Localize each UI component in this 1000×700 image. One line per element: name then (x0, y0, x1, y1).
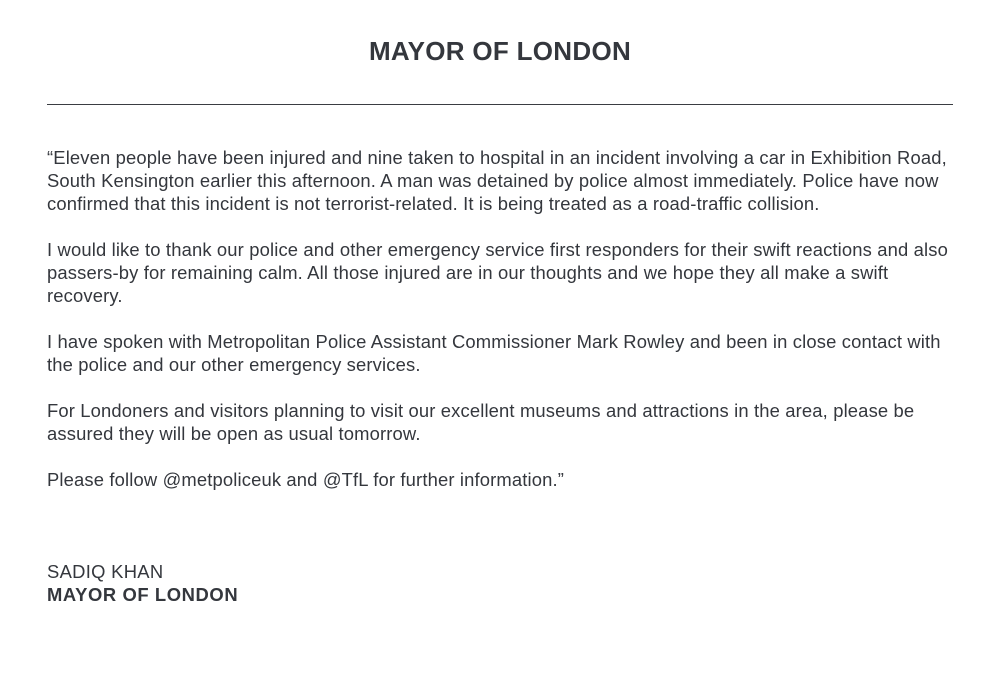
statement-paragraph: Please follow @metpoliceuk and @TfL for further information.” (47, 469, 565, 490)
signature-name: SADIQ KHAN (47, 561, 164, 582)
signature-role: MAYOR OF LONDON (47, 584, 239, 605)
statement-paragraph: I would like to thank our police and other emergency service first responders for their swift reactions and also passers-by for remaining calm. All those injured are in our thoughts and we hope they all make a swift recovery. (47, 239, 949, 306)
statement-paragraph: “Eleven people have been injured and nine taken to hospital in an incident involving a car in Exhibition Road, South Kensington earlier this afternoon. A man was detained by police almost immediately. Police have now confirmed that this incident is not terrorist-related. It is being treated as a road-traffic collision. (47, 147, 947, 214)
statement-paragraph: I have spoken with Metropolitan Police Assistant Commissioner Mark Rowley and been in close contact with the police and our other emergency services. (47, 331, 941, 375)
statement-paragraph: For Londoners and visitors planning to visit our excellent museums and attractions in the area, please be assured they will be open as usual tomorrow. (47, 400, 915, 444)
page-title: MAYOR OF LONDON (368, 36, 632, 66)
header-divider (47, 104, 953, 105)
statement-body (47, 146, 957, 514)
signature-block (47, 560, 238, 606)
